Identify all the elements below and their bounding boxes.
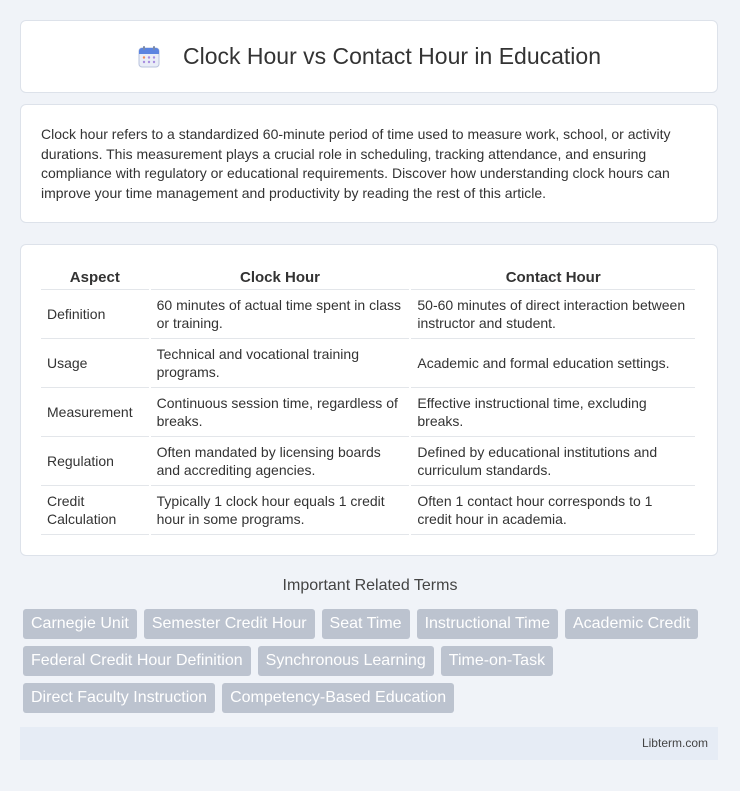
header-card bbox=[20, 20, 718, 93]
tag-row bbox=[23, 609, 723, 639]
cell-aspect: Usage bbox=[41, 339, 149, 388]
tag-academic-credit[interactable]: Academic Credit bbox=[565, 609, 698, 639]
cell-contact-hour: Effective instructional time, excluding breaks. bbox=[411, 388, 695, 437]
tag-time-on-task[interactable]: Time-on-Task bbox=[441, 646, 553, 676]
cell-contact-hour: Often 1 contact hour corresponds to 1 credit hour in academia. bbox=[411, 486, 695, 535]
page-title: Clock Hour vs Contact Hour in Education bbox=[182, 43, 602, 69]
comparison-table-card bbox=[20, 244, 718, 556]
cell-aspect: Regulation bbox=[41, 437, 149, 486]
tag-carnegie-unit[interactable]: Carnegie Unit bbox=[23, 609, 137, 639]
table-row bbox=[41, 437, 695, 486]
intro-card bbox=[20, 104, 718, 223]
tag-direct-faculty-instruction[interactable]: Direct Faculty Instruction bbox=[23, 683, 215, 713]
cell-clock-hour: Continuous session time, regardless of breaks. bbox=[151, 388, 410, 437]
header-contact-hour: Contact Hour bbox=[411, 265, 695, 290]
calendar-icon bbox=[137, 45, 161, 69]
cell-aspect: Definition bbox=[41, 290, 149, 339]
comparison-table bbox=[39, 265, 697, 535]
intro-paragraph: Clock hour refers to a standardized 60-minute period of time used to measure work, school, or activity durations. This measurement plays a crucial role in scheduling, tracking attendance, and ensuring compliance with regulatory or educational requirements. Discover how understanding clock hours can improve your time management and productivity by reading the rest of this article. bbox=[41, 126, 671, 201]
cell-contact-hour: Academic and formal education settings. bbox=[411, 339, 695, 388]
footer bbox=[20, 727, 718, 760]
cell-aspect: Measurement bbox=[41, 388, 149, 437]
related-terms-list bbox=[23, 609, 723, 720]
cell-clock-hour: Technical and vocational training programs. bbox=[151, 339, 410, 388]
tag-row bbox=[23, 646, 723, 676]
table-row bbox=[41, 486, 695, 535]
footer-site-link[interactable]: Libterm.com bbox=[641, 736, 708, 750]
cell-aspect: Credit Calculation bbox=[41, 486, 149, 535]
tag-row bbox=[23, 683, 723, 713]
cell-clock-hour: Typically 1 clock hour equals 1 credit hour in some programs. bbox=[151, 486, 410, 535]
header-clock-hour: Clock Hour bbox=[151, 265, 410, 290]
table-row bbox=[41, 339, 695, 388]
tag-synchronous-learning[interactable]: Synchronous Learning bbox=[258, 646, 434, 676]
cell-clock-hour: Often mandated by licensing boards and accrediting agencies. bbox=[151, 437, 410, 486]
tag-instructional-time[interactable]: Instructional Time bbox=[417, 609, 558, 639]
cell-contact-hour: Defined by educational institutions and curriculum standards. bbox=[411, 437, 695, 486]
cell-clock-hour: 60 minutes of actual time spent in class or training. bbox=[151, 290, 410, 339]
cell-contact-hour: 50-60 minutes of direct interaction between instructor and student. bbox=[411, 290, 695, 339]
related-terms-title: Important Related Terms bbox=[282, 577, 458, 594]
header-aspect: Aspect bbox=[41, 265, 149, 290]
table-header-row bbox=[41, 265, 695, 290]
tag-competency-based-education[interactable]: Competency-Based Education bbox=[222, 683, 454, 713]
tag-federal-credit-hour-definition[interactable]: Federal Credit Hour Definition bbox=[23, 646, 251, 676]
tag-semester-credit-hour[interactable]: Semester Credit Hour bbox=[144, 609, 315, 639]
table-row bbox=[41, 290, 695, 339]
tag-seat-time[interactable]: Seat Time bbox=[322, 609, 410, 639]
table-row bbox=[41, 388, 695, 437]
